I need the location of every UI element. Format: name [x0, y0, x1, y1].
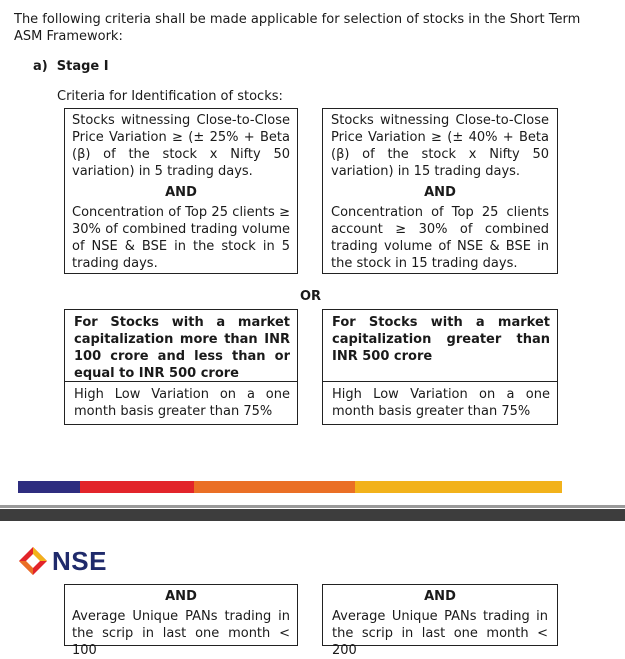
concentration-criterion: Concentration of Top 25 clients ≥ 30% of combined trading volume of NSE & BSE in the stock in 5 trading days.	[72, 205, 290, 271]
unique-pans-box-100	[64, 584, 298, 658]
and-label: AND	[424, 185, 456, 200]
color-bar-orange	[194, 481, 355, 493]
market-cap-box-above-500	[322, 309, 558, 425]
nse-diamond-icon	[18, 546, 48, 576]
color-bar-red	[80, 481, 194, 493]
page-divider	[0, 509, 625, 521]
unique-pans-box-200	[322, 584, 558, 658]
and-label: AND	[165, 185, 197, 200]
market-cap-heading: For Stocks with a market capitalization greater than INR 500 crore	[323, 310, 557, 382]
high-low-variation-criterion: High Low Variation on a one month basis greater than 75%	[74, 387, 290, 419]
unique-pans-criterion: Average Unique PANs trading in the scrip in last one month < 200	[332, 609, 548, 658]
high-low-variation-criterion: High Low Variation on a one month basis greater than 75%	[332, 387, 550, 419]
color-bar-navy	[18, 481, 80, 493]
market-cap-heading: For Stocks with a market capitalization more than INR 100 crore and less than or equal to INR 500 crore	[65, 310, 297, 382]
concentration-criterion: Concentration of Top 25 clients account ≥ 30% of combined trading volume of NSE & BSE in the stock in 15 trading days.	[331, 205, 549, 271]
and-label: AND	[424, 589, 456, 604]
logo-text: NSE	[52, 546, 107, 576]
price-variation-criterion: Stocks witnessing Close-to-Close Price Variation ≥ (± 40% + Beta (β) of the stock x Nifty 50 variation) in 15 trading days.	[331, 113, 549, 179]
stage-heading: a) Stage I	[33, 59, 109, 74]
unique-pans-criterion: Average Unique PANs trading in the scrip in last one month < 100	[72, 609, 290, 658]
or-label: OR	[300, 289, 322, 304]
market-cap-box-100-500	[64, 309, 298, 425]
nse-logo	[18, 546, 107, 576]
color-bar-yellow	[355, 481, 562, 493]
intro-text: The following criteria shall be made applicable for selection of stocks in the Short Term ASM Framework:	[14, 12, 581, 44]
criteria-box-5-days	[64, 108, 298, 274]
and-label: AND	[165, 589, 197, 604]
criteria-label: Criteria for Identification of stocks:	[57, 89, 283, 104]
price-variation-criterion: Stocks witnessing Close-to-Close Price Variation ≥ (± 25% + Beta (β) of the stock x Nifty 50 variation) in 5 trading days.	[72, 113, 290, 179]
criteria-box-15-days	[322, 108, 558, 274]
